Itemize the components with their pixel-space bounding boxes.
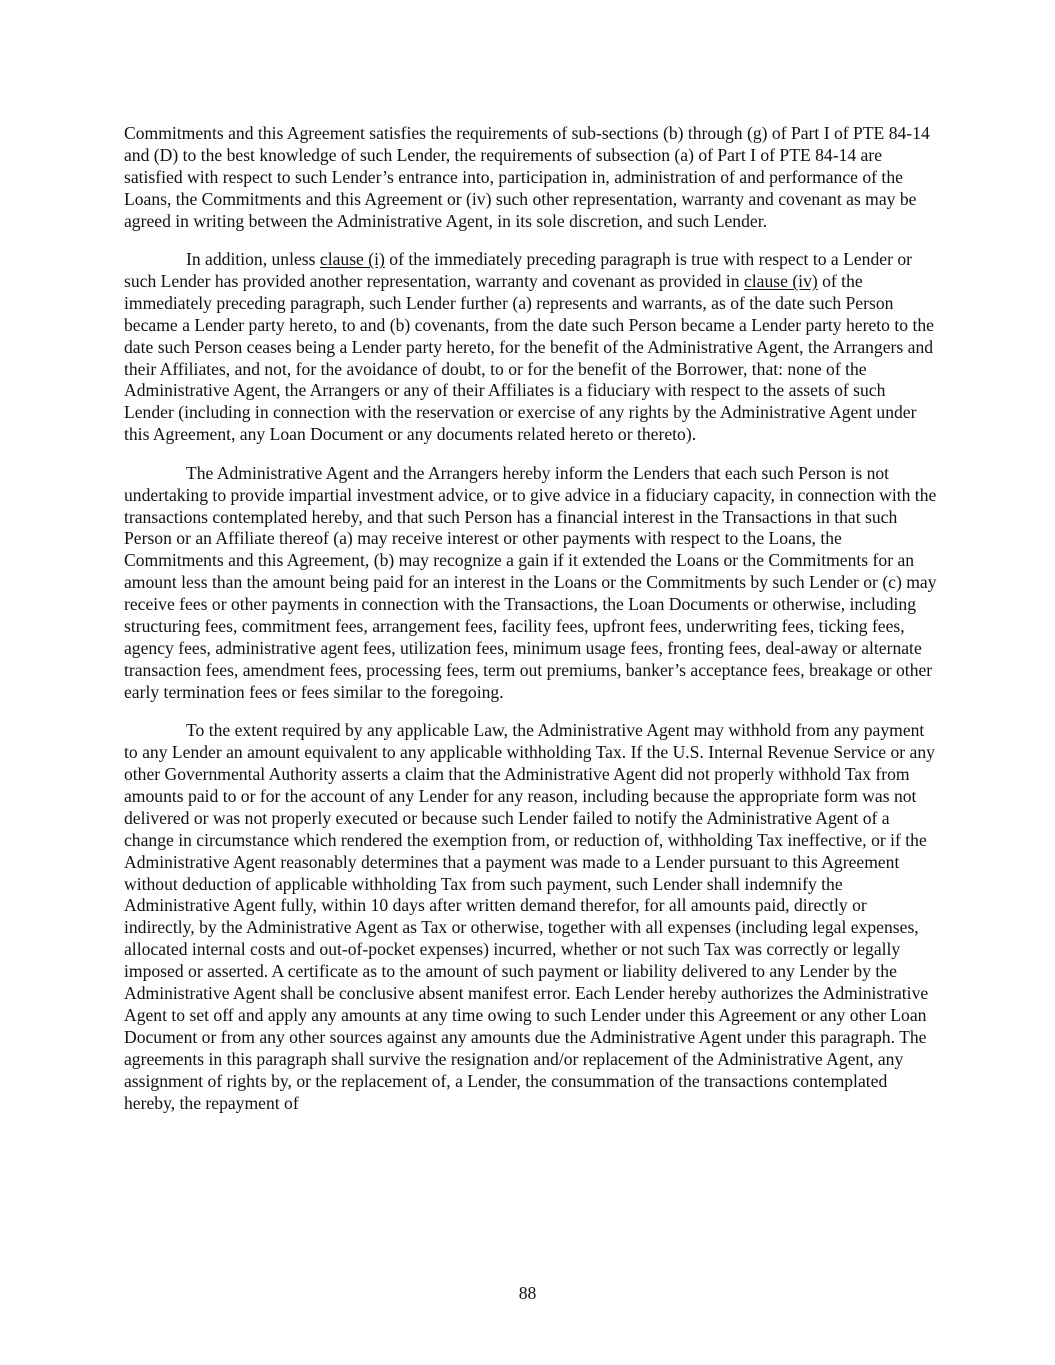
- page-number: 88: [518, 1283, 537, 1303]
- paragraph-text: of the immediately preceding paragraph, such Lender further (a) represents and warrants, as of the date such Person became a Lender party hereto, to and (b) covenants, from the date such Person became a Lender party hereto to the date such Person ceases being a Lender party hereto, for the benefit of the Administrative Agent, the Arrangers and their Affiliates, and not, for the avoidance of doubt, to or for the benefit of the Borrower, that: none of the Administrative Agent, the Arrangers or any of their Affiliates is a fiduciary with respect to the assets of such Lender (including in connection with the reservation or exercise of any rights by the Administrative Agent under this Agreement, any Loan Document or any documents related hereto or thereto).: [124, 270, 934, 445]
- clause-reference: clause (i): [319, 249, 385, 270]
- paragraph-financial-interest: The Administrative Agent and the Arrangers hereby inform the Lenders that each such Person is not undertaking to provide impartial investment advice, or to give advice in a fiduciary capacity, in connection with the transactions contemplated hereby, and that such Person has a financial interest in the Transactions in that such Person or an Affiliate thereof (a) may receive interest or other payments with respect to the Loans, the Commitments and this Agreement, (b) may recognize a gain if it extended the Loans or the Commitments for an amount less than the amount being paid for an interest in the Loans or the Commitments by such Lender or (c) may receive fees or other payments in connection with the Transactions, the Loan Documents or otherwise, including structuring fees, commitment fees, arrangement fees, facility fees, upfront fees, underwriting fees, ticking fees, agency fees, administrative agent fees, utilization fees, minimum usage fees, fronting fees, deal-away or alternate transaction fees, amendment fees, processing fees, term out premiums, banker’s acceptance fees, breakage or other early termination fees or fees similar to the foregoing.: [124, 462, 937, 702]
- paragraph-text: In addition, unless: [186, 249, 320, 270]
- paragraph-withholding-tax: To the extent required by any applicable Law, the Administrative Agent may withhold from any payment to any Lender an amount equivalent to any applicable withholding Tax. If the U.S. Internal Revenue Service or any other Governmental Authority asserts a claim that the Administrative Agent did not properly withhold Tax from amounts paid to or for the account of any Lender for any reason, including because the appropriate form was not delivered or was not properly executed or because such Lender failed to notify the Administrative Agent of a change in circumstance which rendered the exemption from, or reduction of, withholding Tax ineffective, or if the Administrative Agent reasonably determines that a payment was made to a Lender pursuant to this Agreement without deduction of applicable withholding Tax from such payment, such Lender shall indemnify the Administrative Agent fully, within 10 days after written demand therefor, for all amounts paid, directly or indirectly, by the Administrative Agent as Tax or otherwise, together with all expenses (including legal expenses, allocated internal costs and out-of-pocket expenses) incurred, whether or not such Tax was correctly or legally imposed or asserted. A certificate as to the amount of such payment or liability delivered to any Lender by the Administrative Agent shall be conclusive absent manifest error. Each Lender hereby authorizes the Administrative Agent to set off and apply any amounts at any time owing to such Lender under this Agreement or any other Loan Document or from any other sources against any amounts due the Administrative Agent under this paragraph. The agreements in this paragraph shall survive the resignation and/or replacement of the Administrative Agent, any assignment of rights by, or the replacement of, a Lender, the consummation of the transactions contemplated hereby, the repayment of: [124, 720, 935, 1113]
- paragraph-continuation: Commitments and this Agreement satisfies the requirements of sub-sections (b) through (g) of Part I of PTE 84-14 and (D) to the best knowledge of such Lender, the requirements of subsection (a) of Part I of PTE 84-14 are satisfied with respect to such Lender’s entrance into, participation in, administration of and performance of the Loans, the Commitments and this Agreement or (iv) such other representation, warranty and covenant as may be agreed in writing between the Administrative Agent, in its sole discretion, and such Lender.: [124, 123, 930, 231]
- paragraph-fiduciary-representation: [124, 249, 939, 446]
- clause-reference: clause (iv): [743, 270, 818, 291]
- document-page: [124, 123, 939, 1131]
- paragraph-text: of the immediately preceding paragraph is true with respect to a Lender or such Lender has provided another representation, warranty and covenant as provided in: [124, 249, 912, 291]
